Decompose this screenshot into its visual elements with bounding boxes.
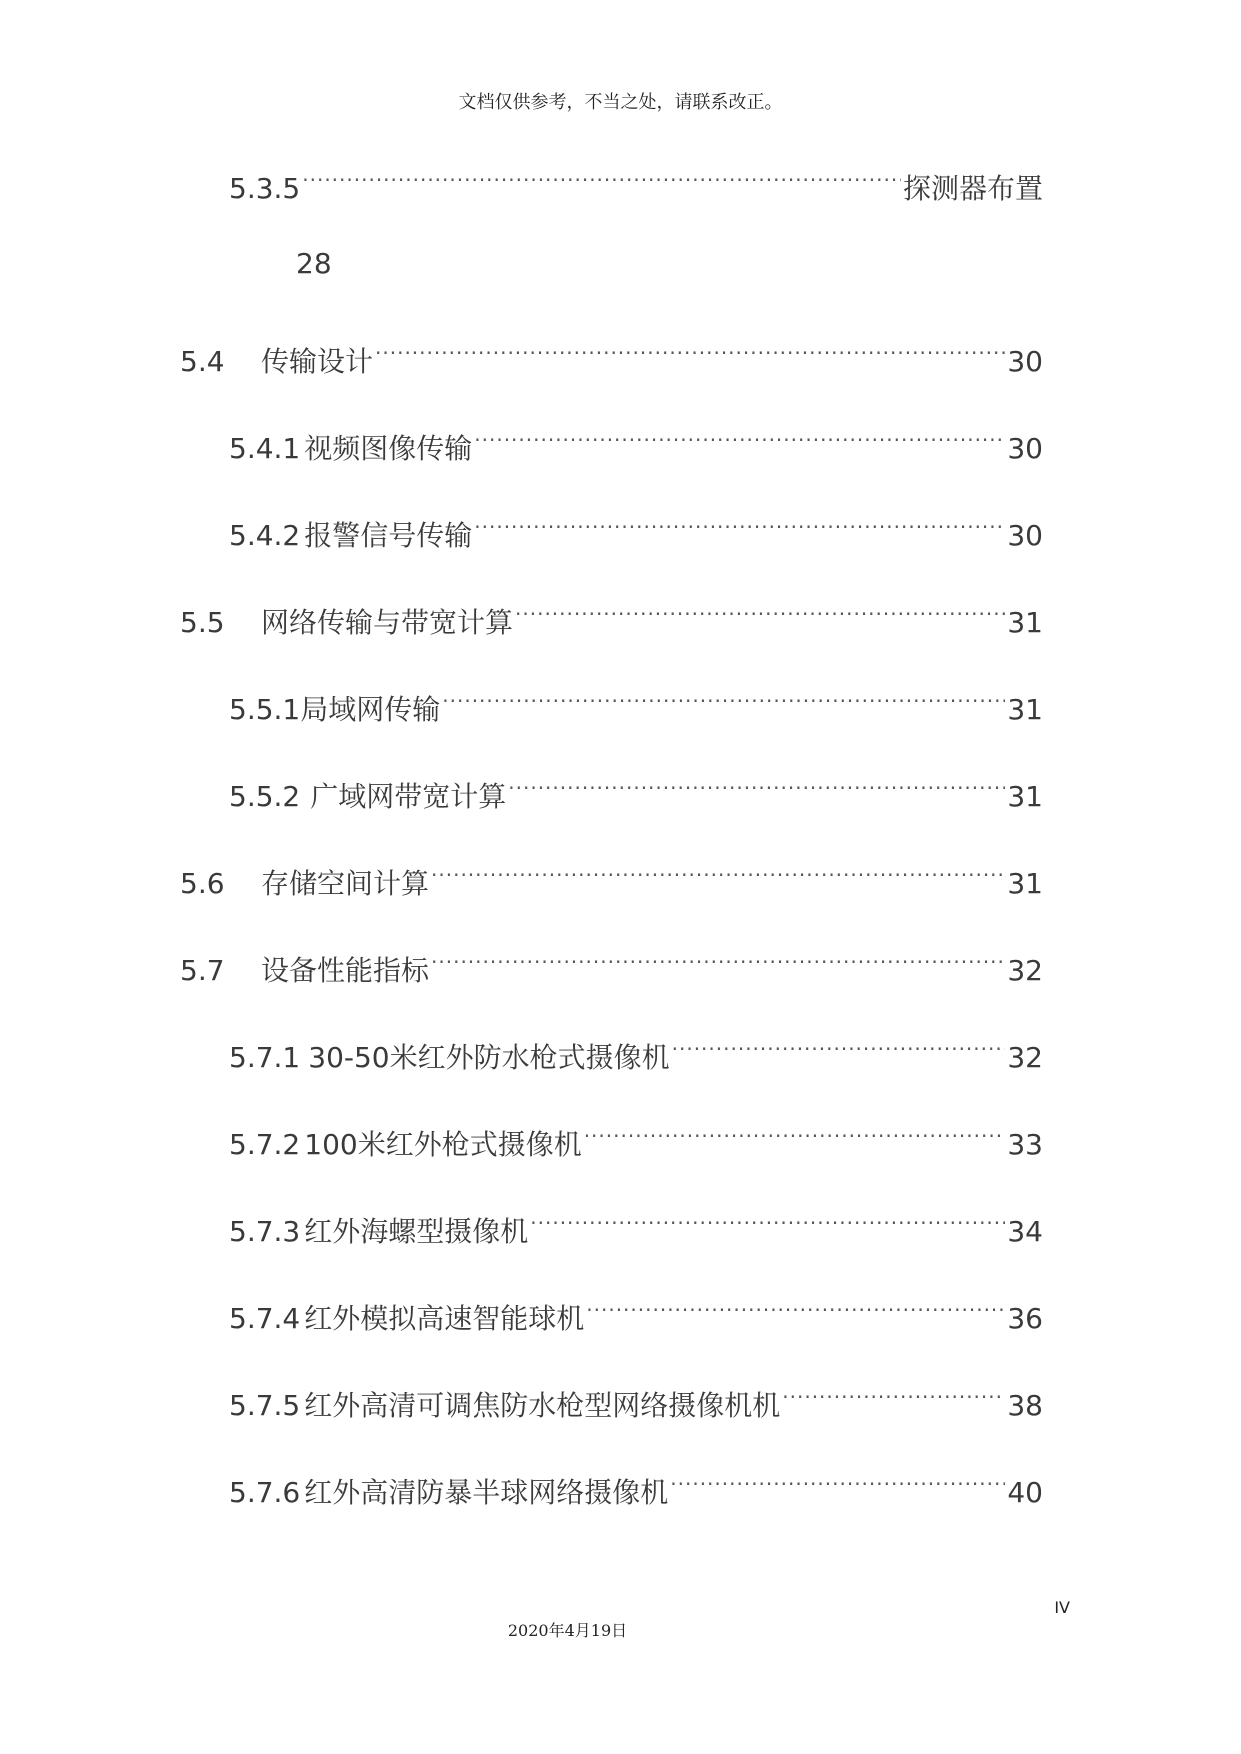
toc-entry-number: 5.7.1	[229, 1041, 301, 1074]
toc-entry-number: 5.4.2	[229, 519, 301, 552]
toc-entry-number: 5.7.2	[229, 1128, 301, 1161]
toc-entry-5-7-2[interactable]	[229, 1114, 1043, 1165]
toc-entry-5-3-5[interactable]	[229, 158, 1043, 209]
toc-entry-number: 5.5.1	[229, 693, 301, 726]
toc-entry-title: 红外高清防暴半球网络摄像机	[304, 1476, 669, 1509]
toc-entry-page: 31	[1007, 606, 1043, 639]
toc-entry-title: 广域网带宽计算	[310, 780, 507, 813]
toc-dot-leader	[375, 331, 1005, 371]
toc-dot-leader	[302, 158, 901, 198]
toc-entry-page: 38	[1007, 1389, 1043, 1422]
toc-entry-title: 红外海螺型摄像机	[304, 1215, 529, 1248]
toc-entry-5-5-2[interactable]	[229, 766, 1043, 817]
toc-dot-leader	[474, 505, 1005, 545]
toc-entry-title: 局域网传输	[300, 693, 441, 726]
toc-entry-page-5-3-5[interactable]: 28	[296, 247, 332, 280]
toc-entry-number: 5.4.1	[229, 432, 301, 465]
header-note: 文档仅供参考，不当之处，请联系改正。	[458, 92, 783, 113]
toc-entry-number: 5.7.4	[229, 1302, 301, 1335]
toc-dot-leader	[474, 418, 1005, 458]
toc-entry-page: 32	[1007, 1041, 1043, 1074]
toc-entry-5-4[interactable]	[180, 331, 1043, 382]
toc-entry-title: 探测器布置	[902, 172, 1043, 205]
toc-entry-number: 5.5.2	[229, 780, 301, 813]
toc-entry-page: 30	[1007, 345, 1043, 378]
toc-dot-leader	[508, 766, 1005, 806]
toc-entry-number: 5.7.5	[229, 1389, 301, 1422]
footer-date: 2020年4月19日	[507, 1621, 628, 1640]
toc-entry-5-7-1[interactable]	[229, 1027, 1043, 1078]
toc-entry-5-5-1[interactable]	[229, 679, 1043, 730]
toc-entry-page: 32	[1007, 954, 1043, 987]
toc-entry-title: 红外模拟高速智能球机	[304, 1302, 585, 1335]
toc-entry-5-7-4[interactable]	[229, 1288, 1043, 1339]
toc-entry-title: 网络传输与带宽计算	[261, 606, 514, 639]
toc-entry-5-7[interactable]	[180, 940, 1043, 991]
toc-dot-leader	[530, 1201, 1005, 1241]
toc-entry-number: 5.7	[180, 954, 225, 987]
toc-entry-page: 31	[1007, 867, 1043, 900]
toc-dot-leader	[584, 1114, 1006, 1154]
toc-dot-leader	[670, 1462, 1005, 1502]
toc-dot-leader	[672, 1027, 1006, 1067]
toc-entry-number: 5.4	[180, 345, 225, 378]
toc-entry-title: 传输设计	[261, 345, 374, 378]
toc-entry-number: 5.6	[180, 867, 225, 900]
toc-entry-page: 30	[1007, 519, 1043, 552]
toc-entry-title: 存储空间计算	[261, 867, 430, 900]
toc-entry-page: 31	[1007, 780, 1043, 813]
toc-entry-5-7-5[interactable]	[229, 1375, 1043, 1426]
toc-entry-5-5[interactable]	[180, 592, 1043, 643]
toc-entry-page: 40	[1007, 1476, 1043, 1509]
toc-entry-title: 30-50米红外防水枪式摄像机	[308, 1041, 670, 1074]
toc-dot-leader	[431, 940, 1005, 980]
toc-dot-leader	[782, 1375, 1005, 1415]
toc-entry-5-4-2[interactable]	[229, 505, 1043, 556]
toc-entry-number: 5.5	[180, 606, 225, 639]
toc-entry-number: 5.3.5	[229, 172, 301, 205]
toc-entry-title: 视频图像传输	[304, 432, 473, 465]
toc-entry-page: 36	[1007, 1302, 1043, 1335]
toc-dot-leader	[586, 1288, 1005, 1328]
toc-entry-5-7-6[interactable]	[229, 1462, 1043, 1513]
toc-entry-title: 报警信号传输	[304, 519, 473, 552]
page-number: IV	[1054, 1598, 1070, 1617]
toc-entry-page: 34	[1007, 1215, 1043, 1248]
toc-entry-5-7-3[interactable]	[229, 1201, 1043, 1252]
toc-entry-page: 33	[1007, 1128, 1043, 1161]
toc-dot-leader	[442, 679, 1005, 719]
toc-dot-leader	[431, 853, 1005, 893]
toc-entry-page: 31	[1007, 693, 1043, 726]
toc-entry-title: 红外高清可调焦防水枪型网络摄像机机	[304, 1389, 781, 1422]
toc-entry-number: 5.7.3	[229, 1215, 301, 1248]
toc-entry-title: 设备性能指标	[261, 954, 430, 987]
toc-entry-5-6[interactable]	[180, 853, 1043, 904]
toc-entry-5-4-1[interactable]	[229, 418, 1043, 469]
toc-entry-title: 100米红外枪式摄像机	[304, 1128, 582, 1161]
toc-entry-page: 30	[1007, 432, 1043, 465]
toc-dot-leader	[515, 592, 1005, 632]
toc-entry-number: 5.7.6	[229, 1476, 301, 1509]
